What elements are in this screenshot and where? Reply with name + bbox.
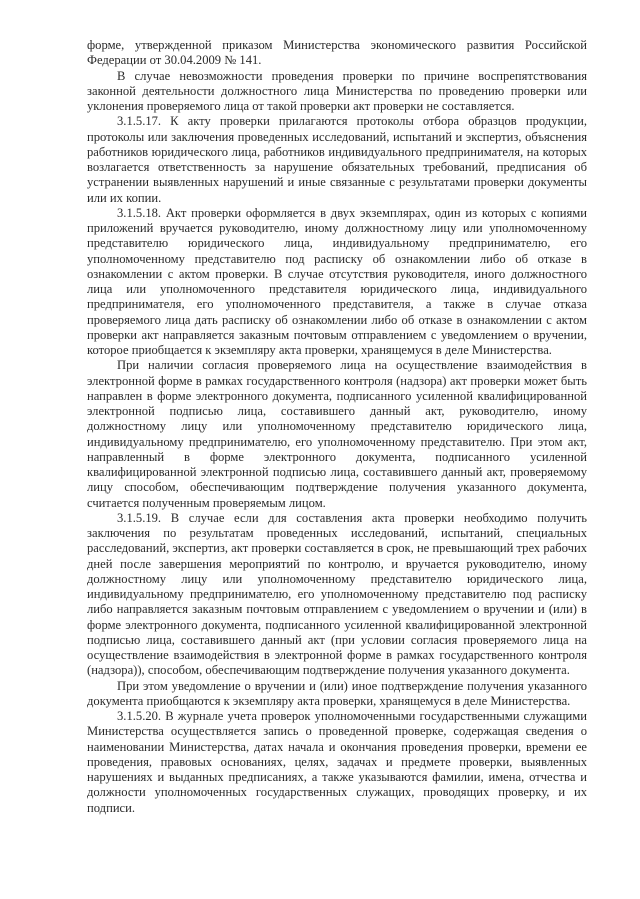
paragraph-3-1-5-19: 3.1.5.19. В случае если для составления акта проверки необходимо получить заключения по результатам проведенных исследований, испытаний, специальных расследований, экспертиз, акт проверки составляется в срок, не превышающий трех рабочих дней после завершения мероприятий по контролю, и вручается руководителю, иному должностному лицу или уполномоченному представителю юридического лица, индивидуальному предпринимателю, его уполномоченному представителю под расписку либо направляется заказным почтовым отправлением с уведомлением о вручении и (или) в форме электронного документа, подписанного усиленной квалифицированной электронной подписью лица, составившего данный акт (при условии согласия проверяемого лица на осуществление взаимодействия в электронной форме в рамках государственного контроля (надзора)), способом, обеспечивающим подтверждение получения указанного документа. — [87, 510, 587, 678]
paragraph-electronic-form: При наличии согласия проверяемого лица на осуществление взаимодействия в электронной форме в рамках государственного контроля (надзора) акт проверки может быть направлен в форме электронного документа, подписанного усиленной квалифицированной электронной подписью лица, составившего данный акт, руководителю, иному должностному лицу или уполномоченному представителю юридического лица, индивидуальному предпринимателю, его уполномоченному представителю. При этом акт, направленный в форме электронного документа, подписанного усиленной квалифицированной электронной подписью лица, составившего данный акт, проверяемому лицу способом, обеспечивающим подтверждение получения указанного документа, считается полученным проверяемым лицом. — [87, 358, 587, 510]
paragraph-3-1-5-20: 3.1.5.20. В журнале учета проверок уполномоченными государственными служащими Министерства осуществляется запись о проведенной проверке, содержащая сведения о наименовании Министерства, датах начала и окончания проведения проверки, времени ее проведения, правовых основаниях, целях, задачах и предмете проверки, выявленных нарушениях и выданных предписаниях, а также указываются фамилии, имена, отчества и должности уполномоченных государственных служащих, проводящих проверку, и их подписи. — [87, 709, 587, 815]
paragraph-continuation: форме, утвержденной приказом Министерства экономического развития Российской Федерации от 30.04.2009 № 141. — [87, 38, 587, 68]
paragraph-3-1-5-17: 3.1.5.17. К акту проверки прилагаются протоколы отбора образцов продукции, протоколы или заключения проведенных исследований, испытаний и экспертиз, объяснения работников юридического лица, работников индивидуального предпринимателя, на которых возлагается ответственность за нарушение обязательных требований, предписания об устранении выявленных нарушений и иные связанные с результатами проверки документы или их копии. — [87, 114, 587, 205]
document-page — [87, 38, 587, 816]
paragraph-no-act: В случае невозможности проведения проверки по причине воспрепятствования законной деятельности должностного лица Министерства по проведению проверки или уклонения проверяемого лица от такой проверки акт проверки не составляется. — [87, 68, 587, 113]
paragraph-3-1-5-18: 3.1.5.18. Акт проверки оформляется в двух экземплярах, один из которых с копиями приложений вручается руководителю, иному должностному лицу или уполномоченному представителю юридического лица, индивидуальному предпринимателю, его уполномоченному представителю под расписку об ознакомлении либо об отказе в ознакомлении с актом проверки. В случае отсутствия руководителя, иного должностного лица или уполномоченного представителя юридического лица, индивидуального предпринимателя, его уполномоченного представителя, а также в случае отказа проверяемого лица дать расписку об ознакомлении либо об отказе в ознакомлении с актом проверки акт направляется заказным почтовым отправлением с уведомлением о вручении, которое приобщается к экземпляру акта проверки, хранящемуся в деле Министерства. — [87, 205, 587, 357]
paragraph-delivery-confirmation: При этом уведомление о вручении и (или) иное подтверждение получения указанного документа приобщаются к экземпляру акта проверки, хранящемуся в деле Министерства. — [87, 678, 587, 708]
